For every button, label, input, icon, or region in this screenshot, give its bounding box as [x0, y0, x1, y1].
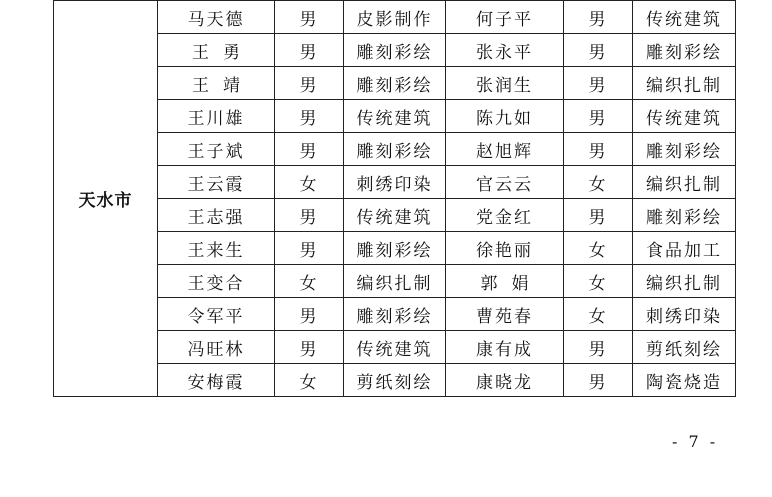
name-cell: 王子斌 — [158, 133, 275, 166]
name-cell: 王志强 — [158, 199, 275, 232]
craft-cell: 刺绣印染 — [633, 298, 736, 331]
name-cell: 官云云 — [446, 166, 564, 199]
gender-cell: 女 — [564, 265, 633, 298]
craft-cell: 陶瓷烧造 — [633, 364, 736, 397]
gender-cell: 男 — [275, 331, 344, 364]
table-row — [54, 1, 736, 34]
name-cell: 郭娟 — [446, 265, 564, 298]
gender-cell: 男 — [564, 67, 633, 100]
gender-cell: 男 — [564, 34, 633, 67]
gender-cell: 男 — [275, 1, 344, 34]
craft-cell: 编织扎制 — [344, 265, 446, 298]
craft-cell: 传统建筑 — [344, 199, 446, 232]
gender-cell: 男 — [275, 298, 344, 331]
craft-cell: 传统建筑 — [633, 100, 736, 133]
gender-cell: 男 — [564, 100, 633, 133]
gender-cell: 男 — [275, 133, 344, 166]
gender-cell: 男 — [564, 364, 633, 397]
craft-cell: 编织扎制 — [633, 166, 736, 199]
name-cell: 曹苑春 — [446, 298, 564, 331]
gender-cell: 男 — [275, 67, 344, 100]
craft-cell: 刺绣印染 — [344, 166, 446, 199]
page-number: - 7 - — [672, 432, 719, 451]
name-cell: 张润生 — [446, 67, 564, 100]
craft-cell: 食品加工 — [633, 232, 736, 265]
name-cell: 张永平 — [446, 34, 564, 67]
name-cell: 康晓龙 — [446, 364, 564, 397]
name-cell: 王靖 — [158, 67, 275, 100]
gender-cell: 男 — [564, 133, 633, 166]
craft-cell: 皮影制作 — [344, 1, 446, 34]
name-cell: 王勇 — [158, 34, 275, 67]
roster-table — [53, 0, 736, 397]
name-cell: 何子平 — [446, 1, 564, 34]
craft-cell: 雕刻彩绘 — [344, 298, 446, 331]
name-cell: 王来生 — [158, 232, 275, 265]
craft-cell: 传统建筑 — [344, 331, 446, 364]
gender-cell: 男 — [275, 199, 344, 232]
craft-cell: 传统建筑 — [633, 1, 736, 34]
gender-cell: 女 — [564, 298, 633, 331]
craft-cell: 雕刻彩绘 — [633, 133, 736, 166]
name-cell: 王川雄 — [158, 100, 275, 133]
craft-cell: 雕刻彩绘 — [344, 133, 446, 166]
name-cell: 安梅霞 — [158, 364, 275, 397]
craft-cell: 雕刻彩绘 — [344, 67, 446, 100]
gender-cell: 男 — [275, 34, 344, 67]
gender-cell: 女 — [275, 166, 344, 199]
gender-cell: 男 — [564, 1, 633, 34]
name-cell: 令军平 — [158, 298, 275, 331]
craft-cell: 雕刻彩绘 — [344, 232, 446, 265]
craft-cell: 剪纸刻绘 — [633, 331, 736, 364]
roster-body — [54, 1, 736, 397]
craft-cell: 传统建筑 — [344, 100, 446, 133]
gender-cell: 男 — [564, 331, 633, 364]
craft-cell: 雕刻彩绘 — [344, 34, 446, 67]
craft-cell: 剪纸刻绘 — [344, 364, 446, 397]
name-cell: 康有成 — [446, 331, 564, 364]
name-cell: 陈九如 — [446, 100, 564, 133]
gender-cell: 女 — [275, 364, 344, 397]
gender-cell: 男 — [564, 199, 633, 232]
gender-cell: 女 — [564, 232, 633, 265]
gender-cell: 女 — [564, 166, 633, 199]
name-cell: 王变合 — [158, 265, 275, 298]
craft-cell: 雕刻彩绘 — [633, 199, 736, 232]
gender-cell: 男 — [275, 232, 344, 265]
gender-cell: 男 — [275, 100, 344, 133]
craft-cell: 编织扎制 — [633, 67, 736, 100]
craft-cell: 编织扎制 — [633, 265, 736, 298]
city-cell: 天水市 — [54, 1, 158, 397]
name-cell: 徐艳丽 — [446, 232, 564, 265]
name-cell: 党金红 — [446, 199, 564, 232]
craft-cell: 雕刻彩绘 — [633, 34, 736, 67]
name-cell: 赵旭辉 — [446, 133, 564, 166]
name-cell: 冯旺林 — [158, 331, 275, 364]
gender-cell: 女 — [275, 265, 344, 298]
name-cell: 马天德 — [158, 1, 275, 34]
name-cell: 王云霞 — [158, 166, 275, 199]
